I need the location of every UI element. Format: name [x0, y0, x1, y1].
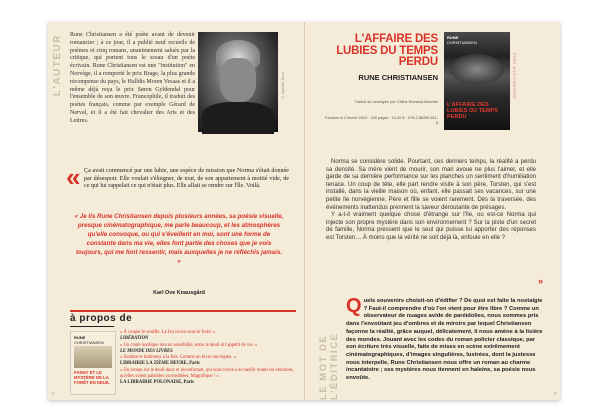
collection-text: NOUVEAUTÉ 2023 — [512, 52, 517, 99]
endorsement-quote: « Je lis Rune Christiansen depuis plusieurs années, sa poésie visuelle, presque cinématographique, me parle beaucoup, et les atmosphères qu'elle convoque, ou qui s'éveillent en moi, sont une forme de constante dans ma vie, elles font partie des choses que je vois toujours, qui me font ressentir, mais auxquelles je ne réfléchis jamais. » — [74, 213, 284, 265]
cover-author: RUNE — [447, 35, 459, 40]
editrice-note — [346, 295, 544, 383]
page-number: 3 — [553, 391, 556, 396]
book-cover — [444, 32, 510, 130]
cover-author-last: CHRISTIANSEN — [447, 40, 477, 45]
minibook-author: RUNE — [74, 335, 86, 340]
book-spread — [48, 22, 560, 400]
cover-image — [450, 54, 504, 84]
section-title-editrice: LE MOT DE L'ÉDITRICE — [318, 332, 340, 400]
minibook-author-last: CHRISTIANSEN — [74, 340, 104, 345]
translation-credit: Traduit du norvégien par Céline Romand-Monnier — [354, 100, 438, 104]
editrice-text: uels souvenirs choisit-on d'édifier ? De quoi est faite la nostalgie ? Faut-il comprendre d'où l'on vient pour être libre ? Comme un observateur de nuages avide de paréidolies, nous sommes pris dans l'envoûtant jeu d'ombres et de miroirs par lequel Christiansen façonne la réalité, grâce auquel, délicatement, il nous amène à la lisière des mondes. Jouant avec les codes du roman policier classique, par son écriture très visuelle, faite de mises en scène extrêmement cinématographiques, d'images singulières, lustrées, dont la justesse nous interpelle, Rune Christiansen nous offre un roman au charme incantatoire ; ses mystères nous tiennent en haleine, sa poésie nous envoûte. — [346, 298, 543, 382]
author-photo — [198, 32, 278, 132]
press-quote: « Sombre et lumineux à la fois. Comme un hiver norvégien. » — [120, 355, 236, 361]
press-reviews — [120, 330, 296, 387]
minibook-title: FANNY ET LE MYSTÈRE DE LA FORÊT EN DEUIL — [74, 370, 110, 385]
previous-book-cover — [70, 331, 116, 395]
quote-mark-icon: « — [66, 162, 81, 192]
synopsis-paragraph: Norma se considère solide. Pourtant, ces derniers temps, la réalité a perdu sa densité. Sa mère vient de mourir, son mari avoue ne plus l'aimer, et elle garde de sa dernière performance sur les planches un sentiment d'humiliation tenace. Un coup de tête, elle part rendre visite à son père, Torsten, qui s'est installé, dans la vieille maison où, enfant, elle passait ses vacances, sur une petite île norvégienne. Père et fille se voient rarement. Dès la traversée, des événements inattendus prennent la saveur déroutante de présages. — [326, 159, 536, 211]
cover-title: L'AFFAIRE DES LUBIES DU TEMPS PERDU — [447, 102, 498, 120]
book-author: RUNE CHRISTIANSEN — [358, 73, 438, 82]
quote-close-icon: » — [538, 276, 544, 286]
publication-details: Parution le 2 février 2023 · 240 pages · 21,50 € · 978-2-88250-811-8 — [324, 116, 438, 125]
right-page — [304, 22, 560, 400]
synopsis-paragraph: Y a-t-il vraiment quelque chose d'étrange sur l'île, ou est-ce Norma qui injecte son propre mystère dans son environnement ? Sur la piste d'un secret de famille, Norma pressent que le seul qui puisse lui apporter des réponses est Torsten… À moins que la vérité ne soit déjà là, enfouie en elle ? — [326, 212, 536, 241]
press-source: LIBRAIRIE LA 25ÈME HEURE, Paris — [120, 361, 200, 367]
endorsement-author: Karl Ove Knausgård — [153, 290, 205, 296]
divider — [70, 310, 296, 312]
minibook-image — [74, 346, 112, 368]
left-page — [48, 22, 305, 400]
press-quote: « À couper le souffle. Le feu couve sous le froid. » — [120, 330, 216, 335]
press-quote: « Un conte nordique tout en sensibilité, entre le deuil et l'appétit de vie. » — [120, 342, 258, 348]
author-bio: Rune Christiansen a été poète avant de devenir romancier ; à ce jour, il a publié neuf recueils de poèmes et cinq romans, unanimement salués par la critique, qui portent tous le sceau d'un poète écrivain. Rune Christiansen est une "institution" en Norvège, il a remporté le prix Brage, la plus grande récompense du pays, le Halldis Moren Vesaas et il a même déjà reçu le prix Søren Gyldendal pour l'ensemble de son œuvre. Francophile, il traduit des poètes français, comme par exemple Gérard de Nerval, et il a été fait chevalier des Arts et des Lettres. — [70, 32, 195, 124]
synopsis — [326, 159, 536, 243]
book-title: L'AFFAIRE DES LUBIES DU TEMPS PERDU — [336, 33, 438, 68]
press-source: LE MONDE DES LIVRES — [120, 348, 173, 354]
collection-label — [512, 52, 517, 99]
press-source: LA LIBRAIRIE POLONAISE, Paris — [120, 380, 194, 386]
apropos-heading: à propos de — [70, 313, 133, 324]
excerpt-quote: Ça avait commencé par une lubie, une espèce de mission que Norma s'était donnée par désespoir. Elle voulait s'éloigner, de tout, de son appartement à moitié vide, de ce qui lui rappelait ce qui n'était plus. Elle allait se rendre sur l'île. Voilà. — [84, 168, 289, 190]
press-quote: « Un roman sur le deuil doux et réconfortant, qui nous invite à accueillir toutes les émotions, qu'elles soient paisibles ou troublées. Magnifique ! » — [120, 367, 294, 380]
section-title-auteur: L'AUTEUR — [52, 34, 63, 97]
photo-credit: © Agnete Brun — [280, 72, 285, 101]
divider — [70, 326, 114, 327]
drop-cap: Q — [346, 295, 362, 317]
page-number: 2 — [52, 391, 55, 396]
press-source: LIBÉRATION — [120, 336, 149, 342]
